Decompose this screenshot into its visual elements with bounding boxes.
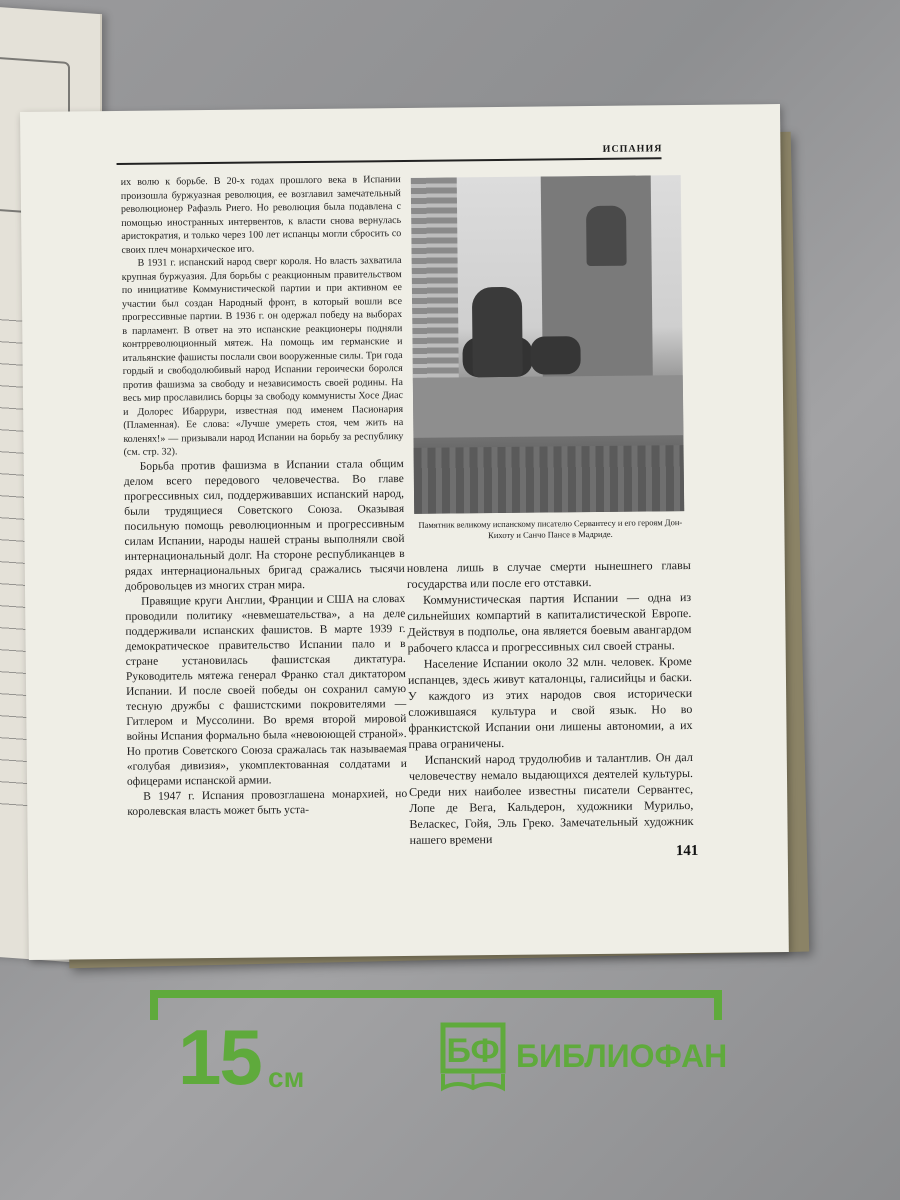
- book-page: [20, 104, 789, 960]
- paragraph: Население Испании около 32 млн. человек. Кроме испанцев, здесь живут каталонцы, галисийцы и баски. У каждого из этих народов своя исторически сложившаяся культура и свой язык. Но во франкистской Испании они лишены автономии, а их права ограничены.: [407, 653, 693, 751]
- bibliofan-book-icon: [440, 1022, 506, 1092]
- ruler-line: [150, 990, 722, 998]
- photo-caption: Памятник великому испанскому писателю Сервантесу и его героям Дон-Кихоту и Санчо Пансе в Мадриде.: [418, 517, 683, 541]
- paragraph: Испанский народ трудолюбив и талантлив. Он дал человечеству немало выдающихся деятелей культуры. Среди них наиболее известны писатели Сервантес, Лопе де Вега, Кальдерон, художники Мурильо, Веласкес, Гойя, Эль Греко. Замечательный художник нашего времени: [408, 749, 694, 847]
- photo-rider: [472, 287, 523, 378]
- paragraph: В 1931 г. испанский народ сверг короля. Но власть захватила крупная буржуазия. Для борьбы с реакционным правительством по инициативе Коммунистической партии и при активном ее участии был создан Народный фронт, в который вошли все прогрессивные партии. В 1936 г. он одержал победу на выборах в парламент. В ответ на это испанские реакционеры подняли контрреволюционный мятеж. На помощь им германские и итальянские фашисты послали свои вооруженные силы. Три года гордый и свободолюбивый народ Испании героически боролся против фашизма за свободу и независимость своей родины. На весь мир прославились борцы за свободу коммунисты Хосе Диас и Долорес Ибаррури, известная под именем Пасионария (Пламенная). Ее слова: «Лучше умереть стоя, чем жить на коленях!» — призывали народ Испании на борьбу за республику (см. стр. 32).: [121, 255, 404, 458]
- paragraph: новлена лишь в случае смерти нынешнего главы государства или после его отставки.: [406, 558, 691, 591]
- cervantes-monument-photo: [411, 175, 685, 514]
- photo-statue: [586, 206, 627, 266]
- paragraph: Правящие круги Англии, Франции и США на словах проводили политику «невмешательства», а на деле поддерживали испанских фашистов. В марте 1939 г. демократическое правительство Испании пало и в стране установилась фашистская диктатура. Руководитель мятежа генерал Франко стал диктатором Испании. И после своей победы он сохранил самую тесную дружбы с фашистскими покровителями — Гитлером и Муссолини. Во время второй мировой войны Испания формально была «невоюющей страной». Но против Советского Союза сражалась так называемая «голубая дивизия», укомплектованная солдатами и офицерами испанской армии.: [125, 592, 407, 788]
- paragraph: В 1947 г. Испания провозглашена монархией, но королевская власть может быть уста-: [127, 787, 408, 818]
- paragraph: Борьба против фашизма в Испании стала общим делом всего передового человечества. Во главе прогрессивных сил, поддерживавших испанский народ, были трудящиеся Советского Союза. Оказывая посильную помощь революционным и прогрессивным силам Испании, народы нашей страны выполняли свой интернациональный долг. На стороне республиканцев в рядах интернациональных бригад сражались тысячи добровольцев из многих стран мира.: [123, 457, 405, 593]
- header-rule: [117, 157, 662, 165]
- ruler-tick-right: [714, 990, 722, 1020]
- paragraph: их волю к борьбе. В 20-х годах прошлого века в Испании произошла буржуазная революция, ее возглавил замечательный революционер Рафаэль Риего. Но революция была подавлена с помощью иностранных интервентов, к власти снова вернулась аристократия, и только через 100 лет испанцы могли сбросить со своих плеч монархическое иго.: [120, 174, 402, 256]
- ruler-tick-left: [150, 990, 158, 1020]
- photo-lawn: [414, 445, 685, 514]
- ruler-unit: см: [268, 1062, 305, 1093]
- ruler-number: 15: [178, 1013, 261, 1101]
- photo-donkey: [530, 336, 580, 375]
- brand-name: БИБЛИОФАН: [516, 1038, 728, 1074]
- photo-building: [411, 177, 459, 387]
- paragraph: Коммунистическая партия Испании — одна из сильнейших компартий в капиталистической Европе. Действуя в подполье, она является боевым авангардом рабочего класса и прогрессивных сил своей страны.: [407, 589, 692, 655]
- photo-plinth: [413, 375, 684, 438]
- logo-letters: БФ: [446, 1032, 500, 1070]
- right-column: [407, 557, 694, 848]
- page-number: 141: [675, 842, 699, 860]
- running-head: ИСПАНИЯ: [602, 143, 663, 155]
- left-column: [121, 173, 408, 819]
